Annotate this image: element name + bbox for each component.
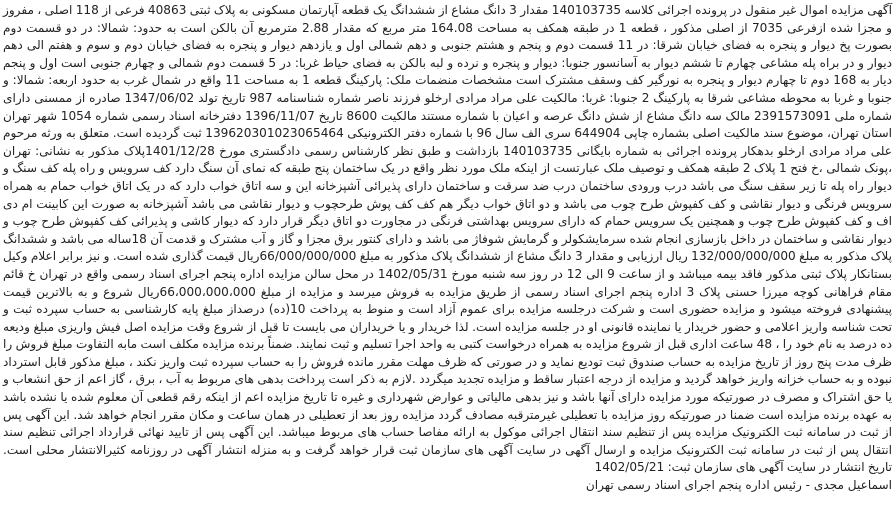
notice-signature: اسماعیل مجدی - رئیس اداره پنجم اجرای اسناد رسمی تهران	[585, 478, 892, 493]
auction-notice-body: آگهی مزایده اموال غیر منقول در پرونده اجرائی کلاسه 140103735 مقدار 3 دانگ مشاع از ششدانگ یک قطعه آپارتمان مسکونی به پلاک ثبتی 40863 فرعی از 118 اصلی ، مفروز و مجزا شده ازفرعی 7035 از اصلی مذکور ، قطعه 1 در طبقه همکف به مساحت 164.08 متر مربع که مقدار 2.88 مترمربع آن بالکن است به حدود: شمالا: در دو قسمت دوم بصورت پخ دیوار و پنجره به فضای خیابان شرقا: در 11 قسمت دوم و پنجم و هشتم جنوبی و دهم شمالی اول و یازدهم دیوار و پنجره به فضای خیابان دوم و سوم و هفتم الی دهم دیوار و در براه پله مشاعی چهارم تا ششم دیوار به آسانسور جنوبا: دیوار و پنجره و نرده و لبه بالکن به فضای حیاط غربا: در 5 قسمت دوم شمالی و چهارم جنوبی است اول و پنجم دیار به 168 دوم تا چهارم دیوار و پنجره به نورگیر کف وسقف مشترک است مشخصات منضمات ملک: پارکینگ قطعه 1 به مساحت 11 واقع در شمال غرب به حدود اربعه: شمالا: و جنوبا و غربا به محوطه مشاعی شرقا به پارکینگ 2 جنوبا: غربا: مالکیت علی مراد مرادی ارخلو فرزند ناصر شماره شناسنامه 987 تاریخ تولد 1347/06/02 صادره از ممسنی دارای شماره ملی 2391573091 مالک سه دانگ مشاع از شش دانگ عرصه و اعیان با شماره مستند مالکیت 8600 تاریخ 1396/11/07 دفترخانه اسناد رسمی شماره 1054 شهر تهران استان تهران، موضوع سند مالکیت اصلی بشماره چاپی 644904 سری الف سال 96 با شماره دفتر الکترونیکی 139620301023065464 ثبت گردیده است. متعلق به ورثه مرحوم علی مراد مرادی ارخلو بدهکار پرونده اجرائی به شماره بایگانی 140103735 بازداشت و طبق نظر کارشناس رسمی دادگستری مورخ 1401/12/28پلاک مذکور به نشانی: تهران ،پونک شمالی ،خ فتح 1 پلاک 2 طبقه همکف و توصیف ملک عبارتست از اینکه ملک مورد نظر واقع در یک ساختمان پنج طبقه که نمای آن سنگ دارد کف سرویس و راه پله کف سنگ و دیوار راه پله تا زیر سقف سنگ می باشد درب ورودی ساختمان درب ضد سرقت و ساختمان دارای پذیرائی آشپزخانه این و سه اتاق خواب دارد که در یک اتاق خواب حمام به همراه سرویس فرنگی و دیوار نقاشی و کف کفپوش طرح چوب می باشد و دو اتاق خواب دیگر هم کف کف پوش طرحچوب و دیوار نقاشی می باشد آشپزخانه به صورت این کابینت ام دی اف و کف کفپوش طرح چوب و همچنین یک سرویس حمام که دارای سرویس بهداشتی فرنگی در مجاورت دو اتاق دیگر قرار دارد که دیوار کاشی و پذیرائی کف کفپوش طرح چوب و دیوار نقاشی و ساختمان در داخل بازسازی انجام شده سرمایشکولر و گرمایش شوفاژ می باشد و دارای کنتور برق مجزا و گاز و آب مشترک و قدمت آن 18ساله می باشد و ششدانگ پلاک مذکور به مبلغ 132/000/000/000 ریال ارزیابی و مقدار 3 دانگ مشاع از ششدانگ پلاک مذکور به مبلغ 66/000/000/000ریال قیمت گذاری شده است. و نیز برابر اعلام وکیل بستانکار پلاک ثبتی مذکور فاقد بیمه میباشد و از ساعت 9 الی 12 در روز سه شنبه مورخ 1402/05/31 در محل سالن مزایده اداره پنجم اجرای اسناد رسمی واقع در تهران خ قائم مقام فراهانی کوچه میرزا حسنی پلاک 3 اداره پنجم اجرای اسناد رسمی از طریق مزایده به فروش میرسد و مزایده از مبلغ 66،000،000،000ریال شروع و به بالاترین قیمت پیشنهادی فروخته میشود و مزایده حضوری است و شرکت درجلسه مزایده برای عموم آزاد است و منوط به پرداخت 10(ده) درصداز مبلغ پایه کارشناسی به حساب سپرده ثبت و تحت شناسه واریز اعلامی و حضور خریدار یا نماینده قانونی او در جلسه مزایده است. لذا خریدار و یا خریداران می بایست تا قبل از شروع وقت مزایده اصل فیش واریزی مبلغ ودیعه ده درصد به نام خود را ، 48 ساعت اداری قبل از شروع مزایده به همراه درخواست کتبی به واحد اجرا تسلیم و ثبت نمایند. ضمناً برنده مزایده مکلف است مابه التفاوت مبلغ فروش را ظرف مدت پنج روز از تاریخ مزایده به حساب صندوق ثبت تودیع نماید و در صورتی که ظرف مهلت مقرر مانده فروش را به حساب سپرده ثبت واریز نکند ، مبلغ مذکور قابل استرداد نبوده و به حساب خزانه واریز خواهد گردید و مزایده از درجه اعتبار ساقط و مزایده تجدید میگردد .لازم به ذکر است پرداخت بدهی های مربوط به آب ، برق ، گاز اعم از حق انشعاب و یا حق اشتراک و مصرف در صورتیکه مورد مزایده دارای آنها باشد و نیز بدهی مالیاتی و عوارض شهرداری و غیره تا تاریخ مزایده اعم از اینکه رقم قطعی آن معلوم شده یا نشده باشد به عهده برنده مزایده است ضمنا در صورتیکه روز مزایده با تعطیلی غیرمترقبه مصادف گردد مزایده روز بعد از تعطیلی در همان ساعت و مکان مقرر انجام خواهد شد. این آگهی پس از ثبت در سامانه ثبت الکترونیک مزایده پس از تنظیم سند انتقال اجرائی موکول به ارائه مفاصا حساب های مربوط میباشد. این آگهی پس از تایید نهائی قرارداد اجرائی تنظیم سند انتقال پس از ثبت در سامانه ثبت الکترونیک مزایده و ارسال آگهی در سایت آگهی های سازمان ثبت قرار خواهد گرفت و به منزله انتشار آگهی در روزنامه کثیرالانتشار محلی است. تاریخ انتشار در سایت آگهی های سازمان ثبت: 1402/05/21	[3, 3, 893, 475]
